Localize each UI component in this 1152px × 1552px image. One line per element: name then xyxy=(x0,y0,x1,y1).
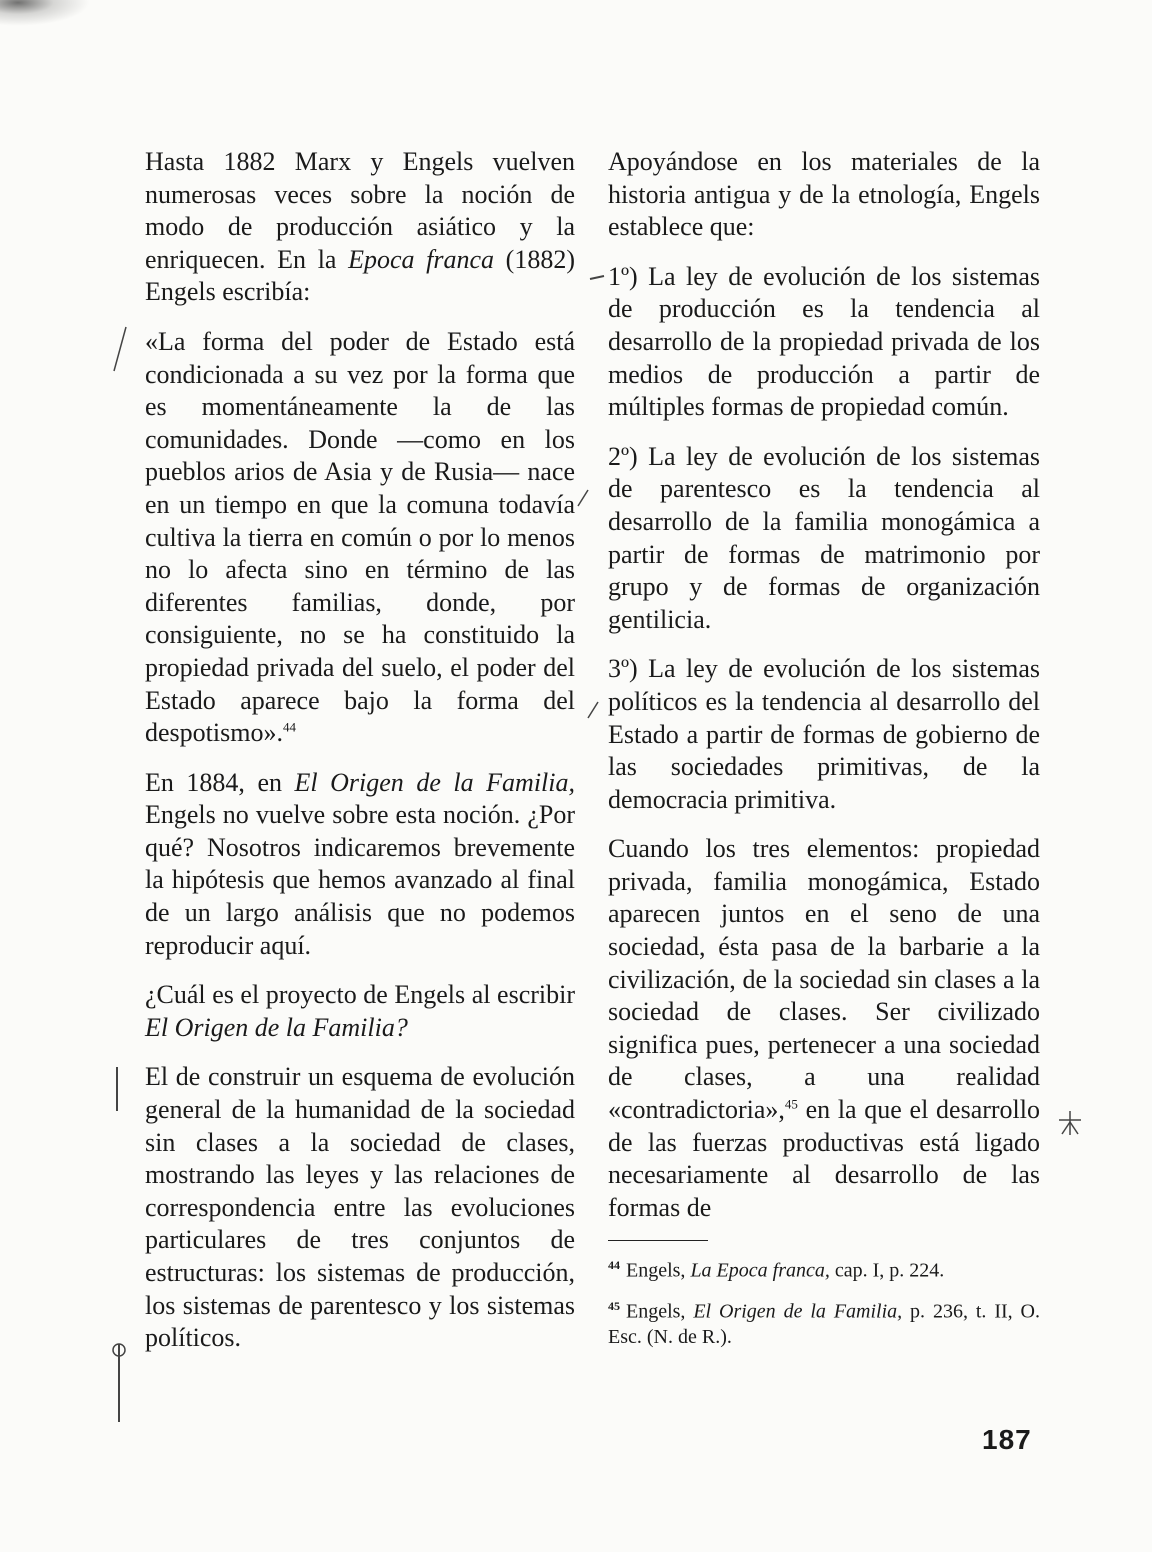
asterisk-mark-icon xyxy=(1055,1108,1085,1138)
footnote: $^{45}$ Engels, El Origen de la Familia, p. 236, t. II, O. Esc. (N. de R.). xyxy=(608,1299,1040,1348)
margin-mark-icon xyxy=(585,700,601,720)
margin-mark-icon xyxy=(110,325,130,375)
scan-smudge xyxy=(0,0,90,26)
paragraph: En 1884, en El Origen de la Familia, Engels no vuelve sobre esta noción. ¿Por qué? Nosotros indicaremos brevemente la hipótesis que hemos avanzado al final de un largo análisis que no podemos reproducir aquí. xyxy=(145,767,575,960)
book-title: El Origen de la Familia? xyxy=(145,1012,408,1042)
quotation: «La forma del poder de Estado está condicionada a su vez por la forma que es momentáneamente la de las comunidades. Donde —como en los pueblos arios de Asia y de Rusia— nace en un tiempo en que la comuna todavía cultiva la tierra en común o por lo menos no lo afecta sino en término de las diferentes familias, donde, por consiguiente, no se ha constituido la propiedad privada del suelo, el poder del Estado aparece bajo la forma del despotismo».$^{44}$ xyxy=(145,326,575,748)
paragraph: Apoyándose en los materiales de la historia antigua y de la etnología, Engels establece que: xyxy=(608,147,1040,242)
book-title: El Origen de la Familia, xyxy=(294,767,575,797)
law-2: 2º) La ley de evolución de los sistemas de parentesco es la tendencia al desarrollo de la familia monogámica a partir de formas de matrimonio por grupo y de formas de organización gentilicia. xyxy=(608,441,1040,634)
margin-mark-icon xyxy=(110,1340,130,1425)
footnote-ref: 45 xyxy=(784,1096,798,1112)
left-column xyxy=(145,146,575,1372)
paragraph: Cuando los tres elementos: propiedad privada, familia monogámica, Estado aparecen juntos en el seno de una sociedad, ésta pasa de la barbarie a la civilización, de la sociedad sin clases a la sociedad de clases. Ser civilizado significa pues, pertenecer a una sociedad de clases, a una realidad «contradictoria»,$^{45}$ en la que el desarrollo de las fuerzas productivas está ligado necesariamente al desarrollo de las formas de xyxy=(608,834,1040,1222)
margin-mark-icon xyxy=(588,270,606,284)
margin-mark-icon xyxy=(110,1065,124,1115)
paragraph: El de construir un esquema de evolución general de la humanidad de la sociedad sin clases a la sociedad de clases, mostrando las leyes y las relaciones de correspondencia entre las evoluciones particulares de tres conjuntos de estructuras: los sistemas de producción, los sistemas de parentesco y los sistemas políticos. xyxy=(145,1062,575,1353)
footnote-rule xyxy=(608,1240,708,1241)
right-column xyxy=(608,146,1040,1360)
page-number: 187 xyxy=(982,1424,1032,1455)
margin-mark-icon xyxy=(575,488,591,508)
paragraph: Hasta 1882 Marx y Engels vuelven numerosas veces sobre la noción de modo de producción asiático y la enriquecen. En la Epoca franca (1882) Engels escribía: xyxy=(145,147,575,307)
law-3: 3º) La ley de evolución de los sistemas políticos es la tendencia al desarrollo del Estado a partir de formas de gobierno de las sociedades primitivas, de la democracia primitiva. xyxy=(608,654,1040,814)
paragraph: ¿Cuál es el proyecto de Engels al escribir El Origen de la Familia? xyxy=(145,980,575,1042)
law-1: 1º) La ley de evolución de los sistemas de producción es la tendencia al desarrollo de la propiedad privada de los medios de producción a partir de múltiples formas de propiedad común. xyxy=(608,261,1040,422)
footnote-ref: 44 xyxy=(282,719,296,735)
book-title: Epoca franca xyxy=(348,244,495,274)
footnote: $^{44}$ Engels, La Epoca franca, cap. I, p. 224. xyxy=(608,1258,945,1283)
